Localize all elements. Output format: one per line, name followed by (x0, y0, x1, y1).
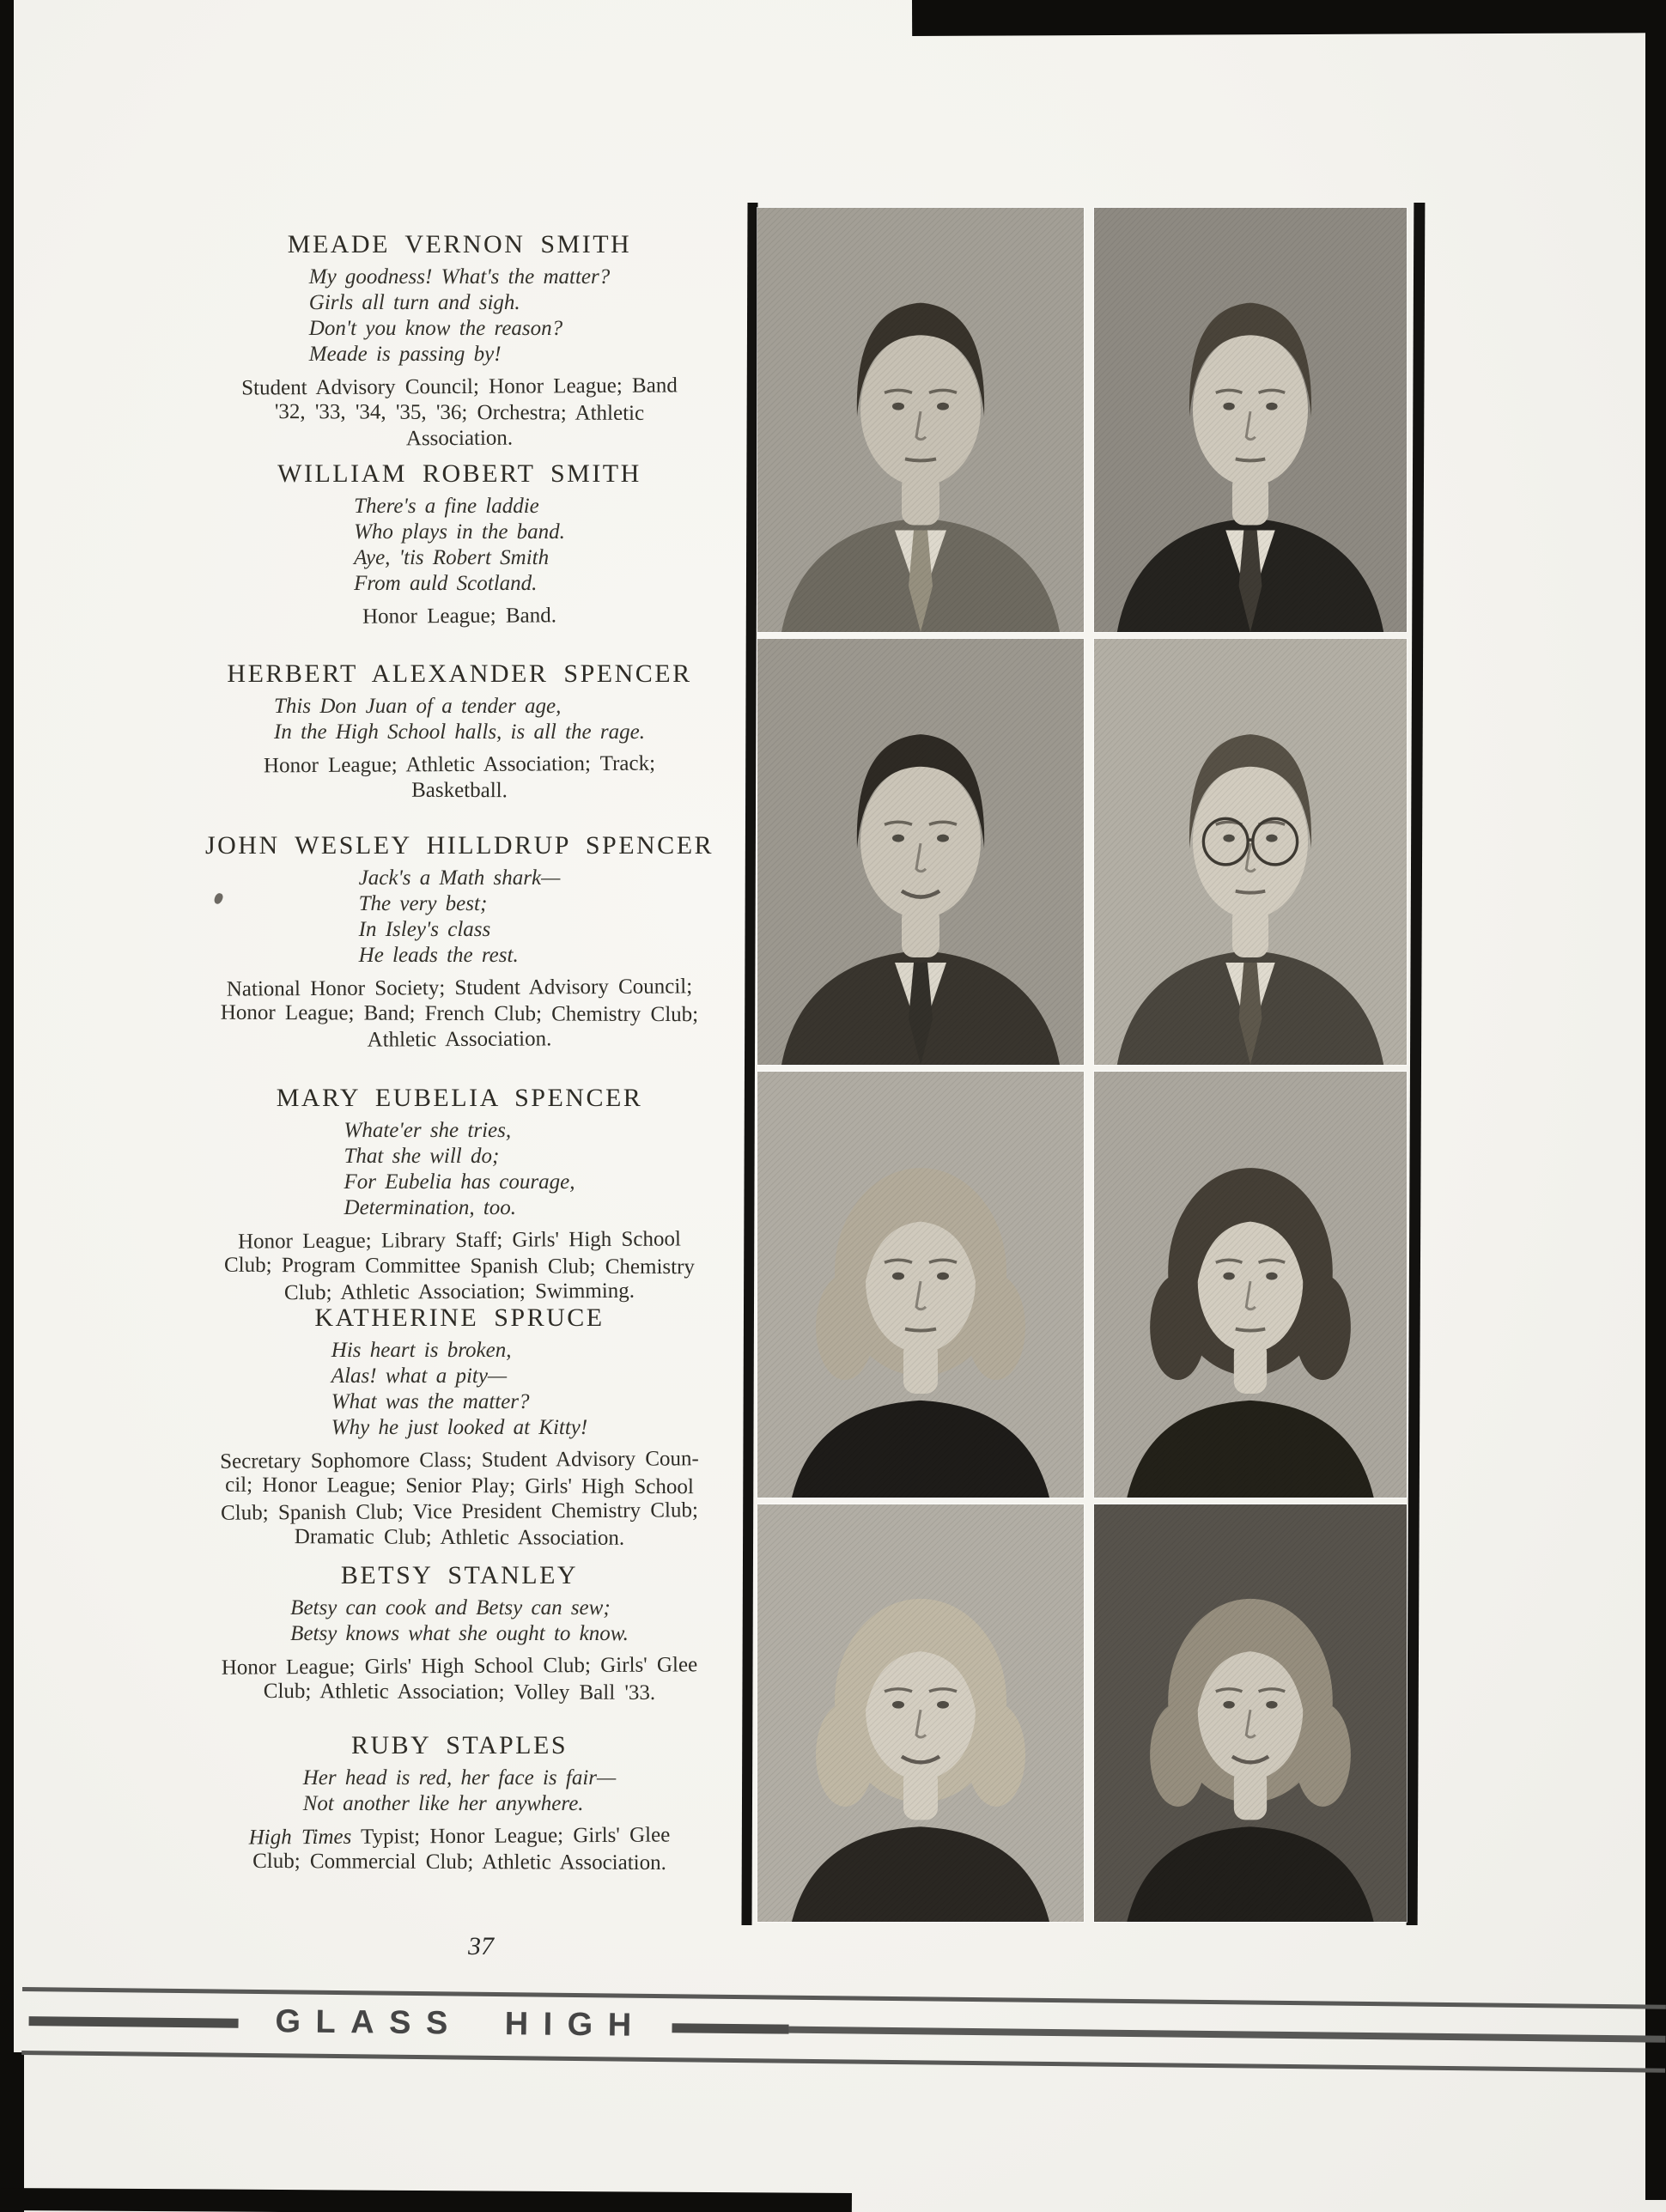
activities-line: Club; Spanish Club; Vice President Chemistry Club; (220, 1498, 698, 1525)
activities-line: Association. (405, 426, 514, 451)
portrait-photo (1094, 639, 1407, 1065)
verse-line: In the High School halls, is all the rage. (274, 720, 645, 744)
activities-line: Honor League; Girls' High School Club; Girls' Glee (221, 1653, 698, 1680)
student-name: JOHN WESLEY HILLDRUP SPENCER (204, 831, 714, 860)
activities-line: Honor League; Athletic Association; Track; (263, 751, 656, 778)
activities-line: Club; Commercial Club; Athletic Association. (252, 1849, 666, 1875)
student-name: RUBY STAPLES (350, 1731, 569, 1759)
verse-line: For Eubelia has courage, (344, 1170, 575, 1194)
student-entry (150, 831, 769, 1053)
activities-line: Honor League; Band. (362, 604, 557, 629)
student-name: MEADE VERNON SMITH (287, 230, 632, 258)
verse-line: Why he just looked at Kitty! (331, 1416, 588, 1439)
footer-dash-right (672, 2023, 788, 2033)
verse-line: Not another like her anywhere. (302, 1792, 584, 1815)
portrait-photo (1094, 208, 1407, 632)
student-activities (150, 1228, 769, 1305)
verse-line: Betsy knows what she ought to know. (290, 1622, 629, 1645)
student-entry (150, 1304, 769, 1551)
activities-line: Student Advisory Council; Honor League; Band (241, 374, 678, 400)
activities-line: Club; Athletic Association; Swimming. (283, 1279, 635, 1305)
activities-italic-title: High Times (248, 1825, 352, 1850)
student-verse (150, 264, 769, 368)
verse-line: Who plays in the band. (354, 520, 565, 544)
verse-line: There's a fine laddie (354, 495, 539, 518)
verse-line: In Isley's class (358, 918, 491, 941)
activities-line: Club; Program Committee Spanish Club; Chemistry (223, 1253, 696, 1279)
activities-line: Club; Athletic Association; Volley Ball '33. (263, 1680, 656, 1705)
student-verse (150, 1118, 769, 1221)
student-activities (150, 1448, 769, 1551)
photo-grid-right-border (1407, 203, 1426, 1925)
activities-line: Dramatic Club; Athletic Association. (294, 1525, 625, 1550)
footer-dash-left (29, 2016, 239, 2028)
activities-line: '32, '33, '34, '35, '36; Orchestra; Athletic (274, 400, 645, 425)
verse-line: Meade is passing by! (308, 343, 502, 366)
student-activities (150, 604, 769, 629)
verse-line: His heart is broken, (331, 1339, 512, 1362)
activities-line: Athletic Association. (367, 1027, 552, 1052)
portrait-photo (757, 208, 1084, 632)
activities-line: Secretary Sophomore Class; Student Advisory Coun- (220, 1447, 699, 1474)
activities-line: National Honor Society; Student Advisory Council; (226, 975, 693, 1001)
activities-line: High Times Typist; Honor League; Girls' Glee (248, 1823, 671, 1850)
scan-edge-right (1645, 0, 1666, 2200)
portrait-photo (757, 639, 1084, 1065)
verse-line: The very best; (358, 892, 488, 915)
portrait-photo (757, 1504, 1084, 1922)
student-name: MARY EUBELIA SPENCER (276, 1084, 643, 1112)
portrait-photo (1094, 1072, 1407, 1498)
student-name: WILLIAM ROBERT SMITH (277, 459, 641, 488)
footer-rule-bottom (21, 2051, 1665, 2073)
student-verse (150, 494, 769, 597)
verse-line: This Don Juan of a tender age, (274, 695, 562, 718)
student-activities (150, 975, 769, 1053)
portrait-photo (1094, 1504, 1407, 1922)
activities-line: Basketball. (411, 778, 508, 803)
student-entry (150, 1084, 769, 1305)
verse-line: Alas! what a pity— (331, 1364, 508, 1388)
portrait-photo (757, 1072, 1084, 1498)
verse-line: Whate'er she tries, (344, 1119, 512, 1142)
verse-line: He leads the rest. (358, 944, 519, 967)
verse-line: My goodness! What's the matter? (308, 265, 611, 289)
student-verse (150, 866, 769, 969)
scan-edge-bottom (0, 2188, 852, 2212)
footer-rule-middle (788, 2027, 1665, 2043)
footer-title: GLASS HIGH (275, 2003, 647, 2044)
student-name: KATHERINE SPRUCE (314, 1304, 605, 1332)
student-verse (150, 1595, 769, 1647)
student-verse (150, 694, 769, 745)
student-activities (150, 374, 769, 452)
student-entry (150, 1731, 769, 1875)
verse-line: From auld Scotland. (354, 572, 538, 595)
student-entry (150, 230, 769, 452)
footer-banner (0, 1987, 1666, 2084)
student-entry (150, 659, 769, 804)
student-verse (150, 1765, 769, 1817)
scan-edge-left (0, 0, 14, 2212)
student-entry (150, 1561, 769, 1705)
activities-line: cil; Honor League; Senior Play; Girls' High School (225, 1473, 694, 1499)
student-activities (150, 752, 769, 804)
verse-line: Girls all turn and sigh. (308, 291, 520, 314)
verse-line: Don't you know the reason? (308, 317, 563, 340)
student-entry (150, 459, 769, 629)
verse-line: What was the matter? (331, 1390, 530, 1413)
activities-line: Honor League; Library Staff; Girls' High School (237, 1227, 682, 1254)
student-name: BETSY STANLEY (340, 1561, 579, 1589)
student-activities (150, 1654, 769, 1705)
verse-line: That she will do; (344, 1145, 500, 1168)
student-name: HERBERT ALEXANDER SPENCER (227, 659, 692, 688)
verse-line: Aye, 'tis Robert Smith (354, 546, 550, 569)
student-activities (150, 1824, 769, 1875)
student-verse (150, 1338, 769, 1441)
activities-line: Honor League; Band; French Club; Chemistry Club; (220, 1000, 699, 1027)
verse-line: Determination, too. (344, 1196, 517, 1219)
scan-edge-top (912, 0, 1666, 36)
verse-line: Her head is red, her face is fair— (302, 1766, 617, 1790)
verse-line: Betsy can cook and Betsy can sew; (290, 1596, 611, 1620)
page-number: 37 (468, 1932, 494, 1960)
verse-line: Jack's a Math shark— (358, 866, 561, 890)
